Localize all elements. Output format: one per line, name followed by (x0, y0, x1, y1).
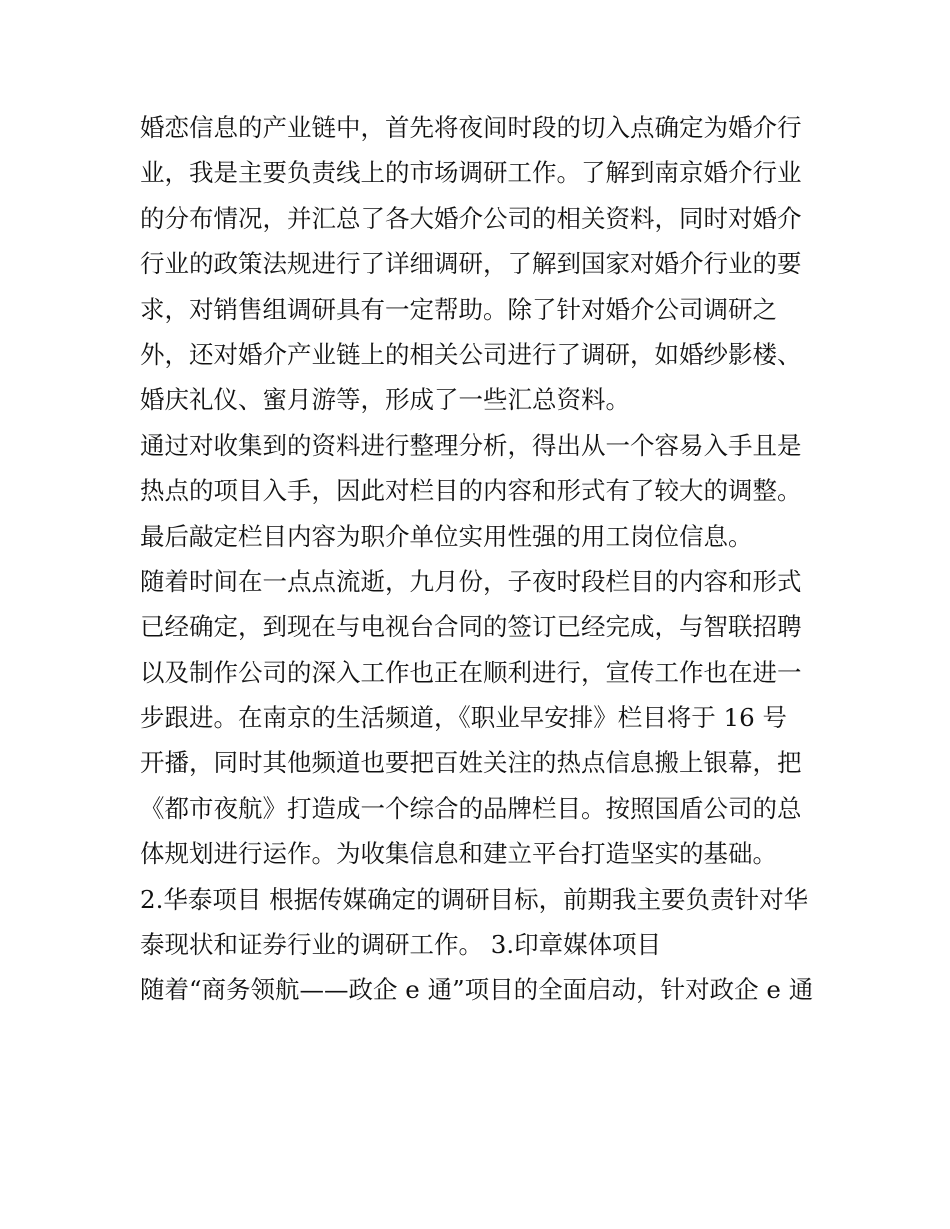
text-line: 婚庆礼仪、蜜月游等，形成了一些汇总资料。 (140, 385, 630, 415)
text-line: 的分布情况，并汇总了各大婚介公司的相关资料，同时对婚介 (140, 203, 802, 233)
text-line: 随着“商务领航——政企 e 通”项目的全面启动，针对政企 e 通 (140, 975, 814, 1005)
text-line: 最后敲定栏目内容为职介单位实用性强的用工岗位信息。 (140, 521, 753, 551)
text-line: 外，还对婚介产业链上的相关公司进行了调研，如婚纱影楼、 (140, 339, 802, 369)
text-line: 随着时间在一点点流逝，九月份，子夜时段栏目的内容和形式 (140, 566, 802, 596)
text-line: 步跟进。在南京的生活频道，《职业早安排》栏目将于 16 号 (140, 703, 787, 733)
text-line: 泰现状和证券行业的调研工作。 3.印章媒体项目 (140, 930, 662, 960)
text-line: 行业的政策法规进行了详细调研，了解到国家对婚介行业的要 (140, 249, 802, 279)
text-line: 通过对收集到的资料进行整理分析，得出从一个容易入手且是 (140, 430, 802, 460)
text-line: 已经确定，到现在与电视台合同的签订已经完成，与智联招聘 (140, 612, 802, 642)
text-line: 求，对销售组调研具有一定帮助。除了针对婚介公司调研之 (140, 294, 777, 324)
text-line: 婚恋信息的产业链中，首先将夜间时段的切入点确定为婚介行 (140, 113, 802, 142)
text-line: 2.华泰项目 根据传媒确定的调研目标，前期我主要负责针对华 (140, 884, 809, 914)
text-line: 体规划进行运作。为收集信息和建立平台打造坚实的基础。 (140, 839, 777, 869)
text-line: 以及制作公司的深入工作也正在顺利进行，宣传工作也在进一 (140, 657, 802, 687)
text-line: 业，我是主要负责线上的市场调研工作。了解到南京婚介行业 (140, 158, 802, 188)
document-body (140, 105, 820, 1013)
text-line: 开播，同时其他频道也要把百姓关注的热点信息搬上银幕，把 (140, 748, 802, 778)
text-line: 热点的项目入手，因此对栏目的内容和形式有了较大的调整。 (140, 476, 802, 506)
text-line: 《都市夜航》打造成一个综合的品牌栏目。按照国盾公司的总 (140, 793, 802, 823)
